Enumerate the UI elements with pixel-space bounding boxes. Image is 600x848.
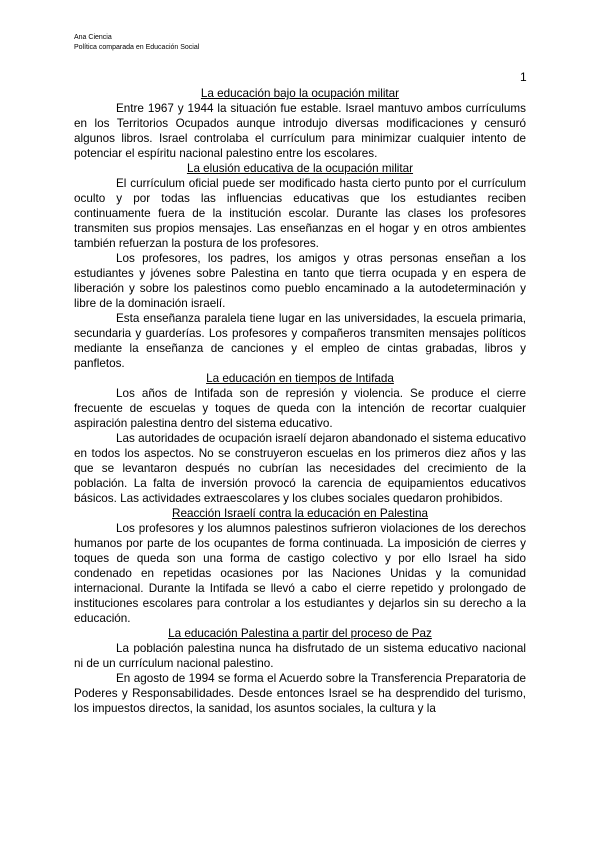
section-elusion [74, 161, 526, 371]
paragraph: Los años de Intifada son de represión y violencia. Se produce el cierre frecuente de escuelas y toques de queda con la intención de recortar cualquier aspiración palestina dentro del sistema educativo. [74, 387, 526, 430]
section-peace-process [74, 626, 526, 716]
page-number: 1 [520, 70, 527, 84]
section-heading: La educación en tiempos de Intifada [206, 372, 394, 385]
section-heading: La educación bajo la ocupación militar [200, 87, 400, 100]
paragraph: El currículum oficial puede ser modificado hasta cierto punto por el currículum oculto y por todas las influencias educativas que los estudiantes reciben continuamente fuera de la institución escolar. Durante las clases los profesores transmiten sus propios mensajes. Las enseñanzas en el hogar y en otros ambientes también refuerzan la postura de los profesores. [74, 177, 526, 250]
header-subtitle: Política comparada en Educación Social [74, 44, 200, 51]
section-heading: La educación Palestina a partir del proceso de Paz [168, 627, 432, 640]
paragraph: Esta enseñanza paralela tiene lugar en las universidades, la escuela primaria, secundaria y guarderías. Los profesores y compañeros transmiten mensajes políticos mediante la enseñanza de canciones y el empleo de cintas grabadas, libros y panfletos. [74, 312, 526, 370]
section-heading: Reacción Israelí contra la educación en Palestina [172, 507, 428, 520]
document-body [74, 86, 526, 716]
header-author: Ana Ciencia [74, 34, 112, 41]
section-israeli-reaction [74, 506, 526, 626]
section-heading: La elusión educativa de la ocupación militar [186, 162, 414, 175]
paragraph: La población palestina nunca ha disfrutado de un sistema educativo nacional ni de un currículum nacional palestino. [74, 642, 526, 670]
paragraph: En agosto de 1994 se forma el Acuerdo sobre la Transferencia Preparatoria de Poderes y Responsabilidades. Desde entonces Israel se ha desprendido del turismo, los impuestos directos, la sanidad, los asuntos sociales, la cultura y la [74, 672, 526, 715]
section-occupation [74, 86, 526, 161]
paragraph: Los profesores y los alumnos palestinos sufrieron violaciones de los derechos humanos por parte de los ocupantes de forma continuada. La imposición de cierres y toques de queda son una forma de castigo colectivo y por ello Israel ha sido condenado en repetidas ocasiones por las Naciones Unidas y la comunidad internacional. Durante la Intifada se llevó a cabo el cierre repetido y prolongado de instituciones escolares para controlar a los estudiantes y dejarlos sin su derecho a la educación. [74, 522, 526, 625]
running-header [74, 33, 199, 53]
paragraph: Entre 1967 y 1944 la situación fue estable. Israel mantuvo ambos currículums en los Territorios Ocupados aunque introdujo diversas modificaciones y censuró algunos libros. Israel controlaba el currículum para minimizar cualquier intento de potenciar el espíritu nacional palestino entre los escolares. [74, 102, 526, 160]
paragraph: Los profesores, los padres, los amigos y otras personas enseñan a los estudiantes y jóvenes sobre Palestina en tanto que tierra ocupada y en espera de liberación y sobre los palestinos como pueblo encaminado a la autodeterminación y libre de la dominación israelí. [74, 252, 526, 310]
paragraph: Las autoridades de ocupación israelí dejaron abandonado el sistema educativo en todos los aspectos. No se construyeron escuelas en los primeros diez años y las que se levantaron después no cubrían las necesidades del crecimiento de la población. La falta de inversión provocó la carencia de equipamientos educativos básicos. Las actividades extraescolares y los clubes sociales quedaron prohibidos. [74, 432, 526, 505]
section-intifada [74, 371, 526, 506]
